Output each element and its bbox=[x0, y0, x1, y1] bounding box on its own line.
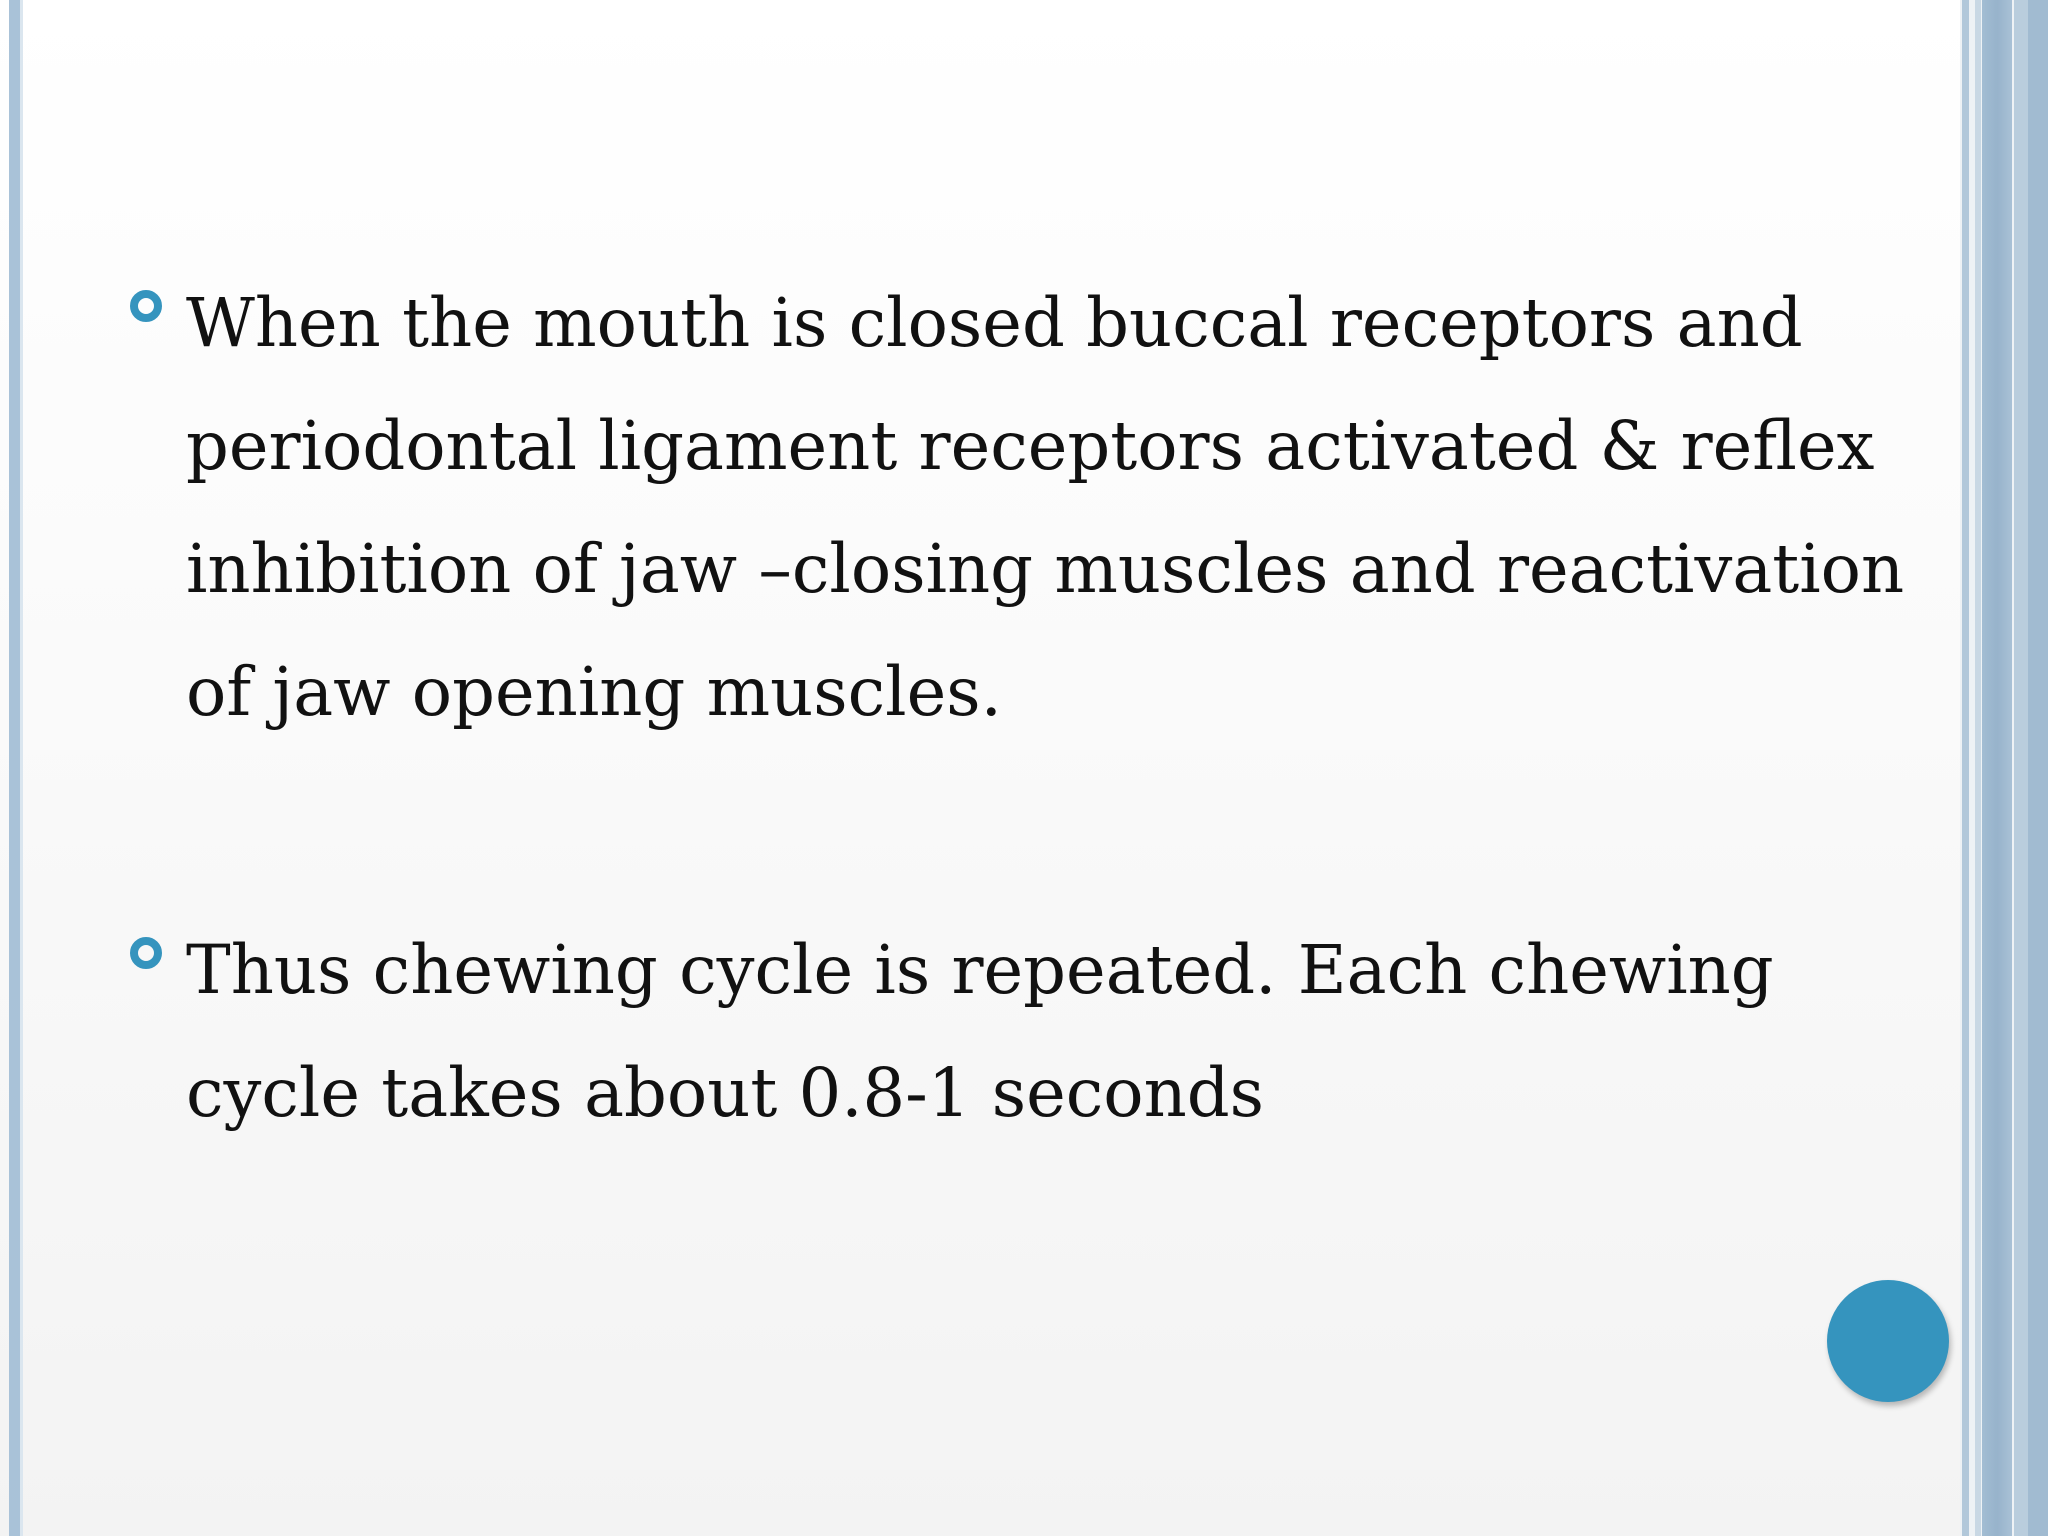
left-border-stripe bbox=[9, 0, 20, 1536]
bullet-item bbox=[124, 262, 1924, 754]
bullet-text: Thus chewing cycle is repeated. Each chewing cycle takes about 0.8-1 seconds bbox=[186, 931, 1774, 1132]
right-border-edge bbox=[2028, 0, 2048, 1536]
right-border-line bbox=[1975, 0, 1981, 1536]
left-border-highlight bbox=[20, 0, 23, 1536]
right-border-band bbox=[2014, 0, 2028, 1536]
bullet-text: When the mouth is closed buccal receptors and periodontal ligament receptors activated & reflex inhibition of jaw –closing muscles and reactivation of jaw opening muscles. bbox=[186, 284, 1905, 731]
right-border-band bbox=[1982, 0, 2012, 1536]
circle-button-icon[interactable] bbox=[1827, 1280, 1949, 1402]
ring-bullet-icon bbox=[130, 937, 162, 969]
right-border-line bbox=[1962, 0, 1969, 1536]
bullet-item bbox=[124, 909, 1924, 1155]
ring-bullet-icon bbox=[130, 290, 162, 322]
slide-content bbox=[124, 262, 1924, 1155]
